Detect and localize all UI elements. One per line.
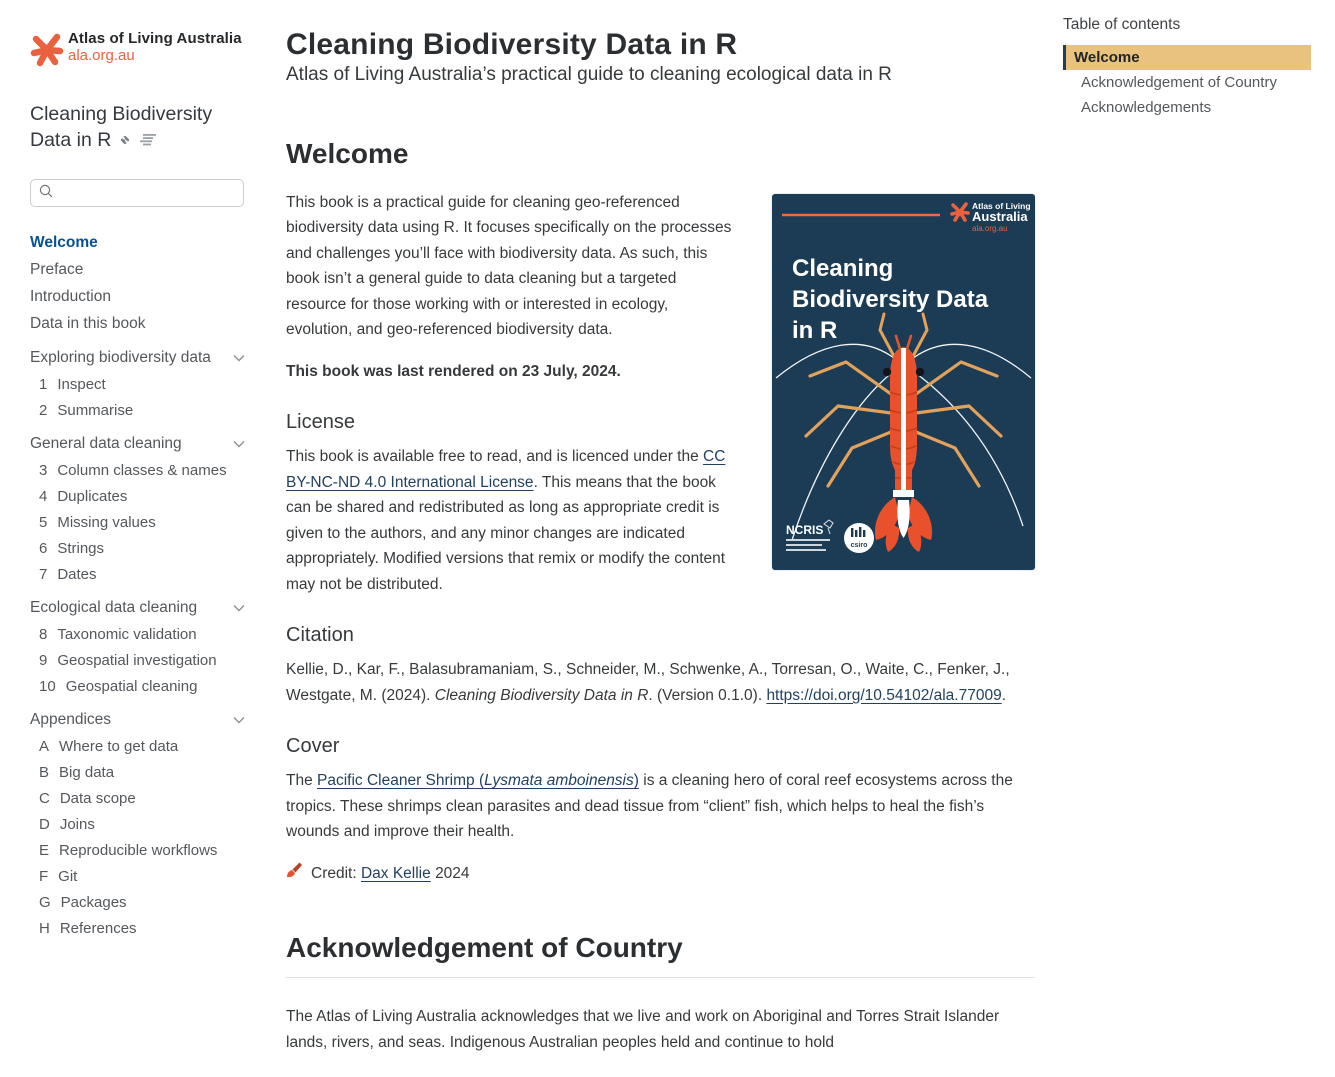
sidebar-item-general-data-cleaning[interactable]: General data cleaning — [30, 430, 245, 457]
cover-heading: Cover — [286, 735, 340, 757]
toc-item-welcome[interactable]: Welcome — [1063, 45, 1311, 70]
citation-book-title: Cleaning Biodiversity Data in R — [434, 686, 649, 704]
sidebar-book-title: Cleaning Biodiversity Data in R — [30, 101, 245, 155]
git-icon[interactable] — [117, 129, 133, 155]
sidebar-group-ecological-data-cleaning — [30, 594, 245, 699]
cover-paragraph: The Pacific Cleaner Shrimp (Lysmata amboinensis) is a cleaning hero of coral reef ecosystems across the tropics. These shrimps clean parasites and dead tissue from “client” fish, which helps to heal the fish’s wounds and improve their health. — [286, 772, 1013, 840]
page-title: Cleaning Biodiversity Data in R — [286, 28, 738, 61]
ala-starburst-icon — [30, 32, 64, 73]
svg-text:Cleaning: Cleaning — [792, 254, 894, 282]
sidebar-item-summarise[interactable]: 2 Summarise — [39, 401, 134, 419]
sidebar-nav — [30, 229, 245, 941]
sidebar-item-taxonomic-validation[interactable]: 8 Taxonomic validation — [39, 625, 197, 643]
sidebar-item-geospatial-cleaning[interactable]: 10 Geospatial cleaning — [39, 677, 198, 695]
svg-text:Australia: Australia — [972, 208, 1028, 224]
sidebar-item-packages[interactable]: G Packages — [39, 893, 127, 911]
chevron-down-icon[interactable] — [233, 435, 245, 453]
sidebar-item-references[interactable]: H References — [39, 919, 137, 937]
brand-title: Atlas of Living Australia — [68, 30, 242, 47]
sidebar-item-reproducible-workflows[interactable]: E Reproducible workflows — [39, 841, 218, 859]
doi-link[interactable]: https://doi.org/10.54102/ala.77009 — [766, 686, 1002, 704]
rendered-note: This book was last rendered on 23 July, 2024. — [286, 362, 621, 380]
sidebar-item-duplicates[interactable]: 4 Duplicates — [39, 487, 128, 505]
toc-list — [1063, 45, 1311, 120]
paintbrush-icon — [286, 861, 303, 887]
sidebar-item-where-to-get-data[interactable]: A Where to get data — [39, 737, 179, 755]
sidebar-item-git[interactable]: F Git — [39, 867, 78, 885]
sidebar-item-column-classes-names[interactable]: 3 Column classes & names — [39, 461, 227, 479]
chevron-down-icon[interactable] — [233, 349, 245, 367]
sidebar-item-big-data[interactable]: B Big data — [39, 763, 115, 781]
search-input[interactable] — [59, 184, 235, 202]
license-paragraph: This book is available free to read, and is licenced under the CC BY-NC-ND 4.0 International License. This means that the book can be shared and redistributed as long as appropriate credit is given to the authors, and any minor changes are indicated appropriately. Modified versions that remix or modify the content may not be distributed. — [286, 448, 726, 593]
welcome-paragraph: This book is a practical guide for cleaning geo-referenced biodiversity data using R. It focuses specifically on the processes and challenges you’ll face with biodiversity data. As such, this book isn’t a general guide to data cleaning but a targeted resource for those working with or interested in ecology, evolution, and geo-referenced biodiversity data. — [286, 193, 732, 338]
svg-text:Biodiversity Data: Biodiversity Data — [792, 285, 989, 313]
sidebar-item-dates[interactable]: 7 Dates — [39, 565, 97, 583]
chevron-down-icon[interactable] — [233, 711, 245, 729]
citation-paragraph: Kellie, D., Kar, F., Balasubramaniam, S., Schneider, M., Schwenke, A., Torresan, O., Waite, C., Fenker, J., Westgate, M. (2024). Cleaning Biodiversity Data in R. (Version 0.1.0). https://doi.org/10.54102/ala.77009. — [286, 661, 1010, 704]
sidebar-item-appendices[interactable]: Appendices — [30, 706, 245, 733]
sidebar-item-joins[interactable]: D Joins — [39, 815, 95, 833]
svg-text:ala.org.au: ala.org.au — [972, 223, 1008, 233]
brand-url: ala.org.au — [68, 47, 135, 64]
report-lines-icon[interactable] — [140, 129, 157, 155]
sidebar-item-welcome[interactable]: Welcome — [30, 233, 98, 251]
credit-author-link[interactable]: Dax Kellie — [360, 864, 431, 882]
toc-item-acknowledgements[interactable]: Acknowledgements — [1081, 99, 1212, 116]
sidebar-item-ecological-data-cleaning[interactable]: Ecological data cleaning — [30, 594, 245, 621]
shrimp-link[interactable]: Pacific Cleaner Shrimp (Lysmata amboinensis) — [317, 772, 639, 789]
svg-text:NCRIS: NCRIS — [786, 522, 824, 537]
sidebar-item-exploring-biodiversity-data[interactable]: Exploring biodiversity data — [30, 344, 245, 371]
sidebar-item-strings[interactable]: 6 Strings — [39, 539, 105, 557]
main-content — [265, 0, 1063, 1071]
svg-text:in R: in R — [792, 316, 838, 344]
ala-logo[interactable] — [30, 30, 245, 73]
sidebar-item-data-in-this-book[interactable]: Data in this book — [30, 314, 146, 332]
sidebar-item-missing-values[interactable]: 5 Missing values — [39, 513, 156, 531]
svg-text:Atlas of Living: Atlas of Living — [972, 200, 1031, 211]
sidebar-item-introduction[interactable]: Introduction — [30, 287, 111, 305]
book-cover-image — [772, 194, 1035, 570]
sidebar-group-general-data-cleaning — [30, 430, 245, 587]
acknowledgement-heading: Acknowledgement of Country — [286, 932, 1035, 978]
section-acknowledgement-of-country — [286, 932, 1035, 1055]
sidebar-item-geospatial-investigation[interactable]: 9 Geospatial investigation — [39, 651, 217, 669]
section-welcome — [286, 138, 1035, 887]
sidebar-group-exploring-biodiversity-data — [30, 344, 245, 423]
sidebar-group-appendices — [30, 706, 245, 941]
toc-heading: Table of contents — [1063, 16, 1181, 33]
sidebar-item-preface[interactable]: Preface — [30, 260, 84, 278]
sidebar-item-data-scope[interactable]: C Data scope — [39, 789, 136, 807]
credit-line: Credit: Dax Kellie 2024 — [286, 861, 1035, 887]
table-of-contents — [1063, 0, 1335, 1071]
page-subtitle: Atlas of Living Australia’s practical guide to cleaning ecological data in R — [286, 64, 892, 85]
license-link[interactable]: CC BY-NC-ND 4.0 International License — [286, 448, 726, 491]
csiro-logo-icon — [844, 523, 874, 553]
search-box[interactable] — [30, 179, 244, 207]
citation-heading: Citation — [286, 624, 354, 646]
svg-text:csiro: csiro — [850, 541, 868, 549]
search-icon — [39, 184, 53, 203]
license-heading: License — [286, 411, 355, 433]
chevron-down-icon[interactable] — [233, 599, 245, 617]
acknowledgement-paragraph: The Atlas of Living Australia acknowledges that we live and work on Aboriginal and Torres Strait Islander lands, rivers, and seas. Indigenous Australian peoples held and continue to hold — [286, 1008, 1000, 1051]
welcome-heading: Welcome — [286, 137, 409, 169]
sidebar-item-inspect[interactable]: 1 Inspect — [39, 375, 106, 393]
toc-item-acknowledgement-of-country[interactable]: Acknowledgement of Country — [1081, 74, 1277, 91]
sidebar — [0, 0, 265, 1071]
